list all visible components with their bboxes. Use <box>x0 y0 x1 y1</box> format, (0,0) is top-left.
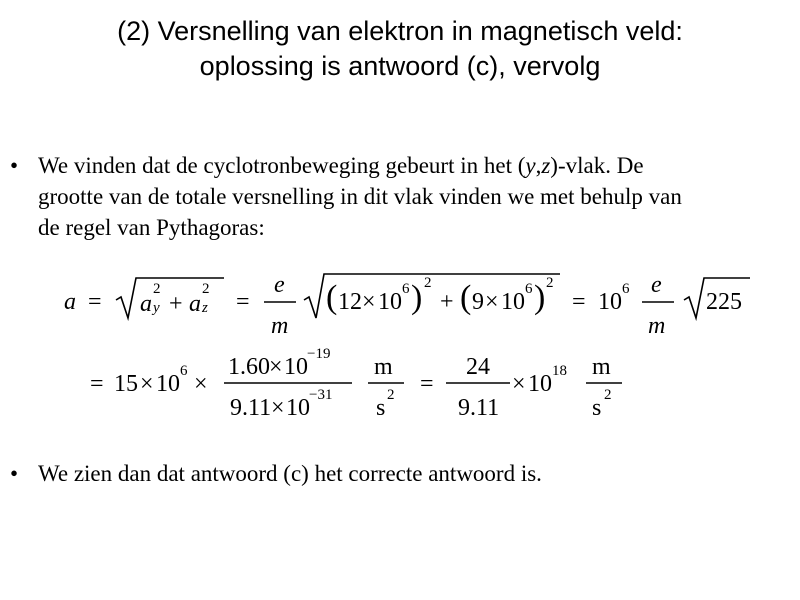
eq2-24: 24 <box>466 354 490 380</box>
title-line-2: oplossing is antwoord (c), vervolg <box>199 51 601 81</box>
eq1-frac2-e: e <box>651 272 662 298</box>
eq1-frac-e: e <box>274 272 285 298</box>
eq2-denominator: 9.11 <box>230 395 272 421</box>
eq1-equals: = <box>88 289 102 315</box>
eq1-a: a <box>64 289 76 315</box>
bullet-2-text: We zien dan dat antwoord (c) het correcte antwoord is. <box>38 461 542 486</box>
eq2-unit-s-2: s <box>592 395 602 421</box>
bullet-symbol: • <box>10 153 19 178</box>
eq1-frac2-m: m <box>648 313 666 339</box>
eq1-a-z: a <box>189 291 201 317</box>
eq2-equals: = <box>90 371 104 397</box>
bullet-1-line-3: de regel van Pythagoras: <box>38 215 265 240</box>
sqrt-sign-1 <box>116 278 224 318</box>
eq1-a-y: a <box>140 291 152 317</box>
eq1-equals-3: = <box>572 289 586 315</box>
bullet-1-line-1: We vinden dat de cyclotronbeweging gebeurt in het (y,z)-vlak. De <box>38 153 644 178</box>
eq2-911: 9.11 <box>458 395 500 421</box>
eq1-frac-m: m <box>271 313 289 339</box>
eq2-unit-m-2: m <box>592 354 611 380</box>
eq1-plus: + <box>169 291 183 317</box>
eq1-paren-open: ( <box>326 279 338 316</box>
sqrt-sign-3 <box>684 278 750 318</box>
sqrt-sign-2 <box>304 274 560 318</box>
eq2-unit-m: m <box>374 354 393 380</box>
eq2-numerator: 1.60 <box>228 354 270 380</box>
title-line-1: (2) Versnelling van elektron in magnetisch veld: <box>117 16 683 46</box>
eq2-unit-s: s <box>376 395 386 421</box>
bullet-1-line-2: grootte van de totale versnelling in dit vlak vinden we met behulp van <box>38 184 682 209</box>
eq1-paren-close: ) <box>411 279 423 316</box>
eq1-225: 225 <box>706 289 742 315</box>
eq2-equals-2: = <box>420 371 434 397</box>
bullet-symbol: • <box>10 461 19 486</box>
eq1-equals-2: = <box>236 289 250 315</box>
